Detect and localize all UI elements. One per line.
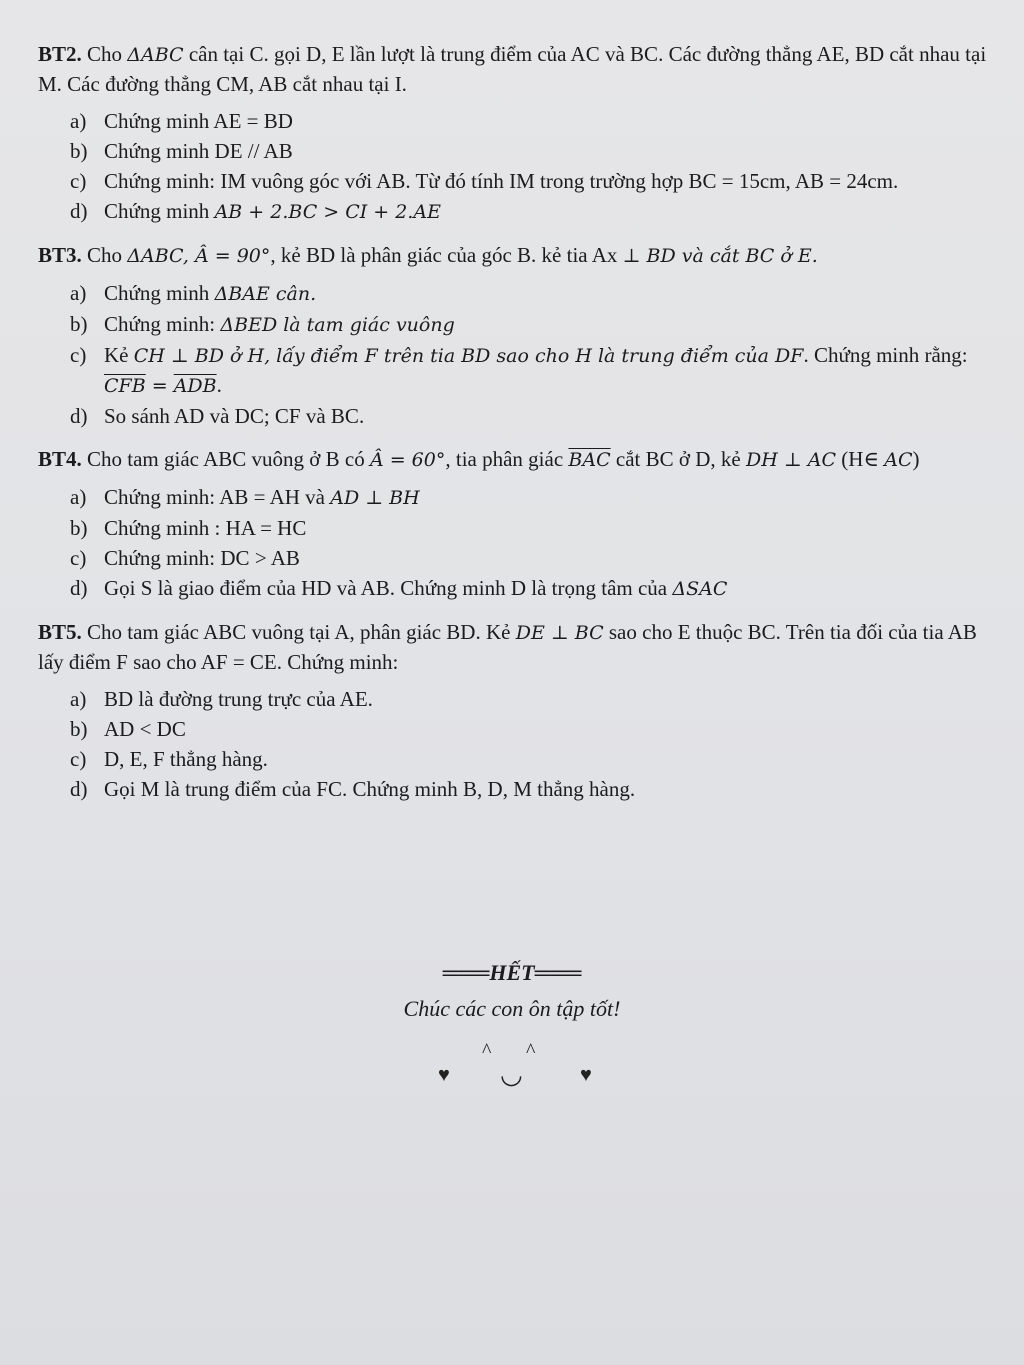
- item-key: b): [70, 312, 88, 336]
- bt4-intro: [38, 445, 988, 475]
- item-text: Chứng minh : HA = HC: [104, 516, 307, 540]
- bt3-item-d: [70, 402, 988, 431]
- bt4-item-c: [70, 544, 988, 573]
- exercise-sheet: [38, 40, 988, 818]
- eye-left-icon: ^: [482, 1040, 492, 1062]
- item-text: Gọi M là trung điểm của FC. Chứng minh B, D, M thẳng hàng.: [104, 777, 636, 801]
- bt2-intro-text-a: Cho: [81, 42, 128, 66]
- bt4-items: [38, 483, 988, 604]
- bt2-intro-math: ΔABC: [127, 44, 184, 66]
- bt3-intro-math-1: ΔABC, Â = 90°: [127, 245, 271, 267]
- item-key: c): [70, 343, 87, 367]
- item-key: b): [70, 717, 88, 741]
- bt3-intro-math-2: ⊥ BD và cắt BC ở E.: [622, 245, 818, 267]
- bt2-items: [38, 107, 988, 227]
- bt5-item-a: [70, 685, 988, 714]
- bt2-item-b: [70, 137, 988, 166]
- item-key: d): [70, 576, 88, 600]
- item-math: CH ⊥ BD ở H, lấy điểm F trên tia BD sao cho H là trung điểm của DF: [133, 345, 804, 367]
- bt3-item-a: [70, 279, 988, 309]
- bt3-intro-text-b: , kẻ BD là phân giác của góc B. kẻ tia Ax: [270, 243, 623, 267]
- item-key: b): [70, 139, 88, 163]
- item-text: Chứng minh DE // AB: [104, 139, 293, 163]
- item-text: Chứng minh:: [104, 312, 221, 336]
- bt4-item-b: [70, 514, 988, 543]
- item-math: ΔSAC: [672, 578, 728, 600]
- bt4-item-d: [70, 574, 988, 604]
- item-math: AB + 2.BC > CI + 2.AE: [214, 201, 441, 223]
- item-text-b: . Chứng minh rằng:: [803, 343, 968, 367]
- angle-bac: $\overline{BAC}$: [568, 449, 611, 471]
- item-key: d): [70, 404, 88, 428]
- angle-adb: $\overline{ADB}$: [173, 375, 217, 397]
- bt5-intro: [38, 618, 988, 677]
- bt2-intro-text-b: cân tại C. gọi D, E lần lượt là trung điểm của AC và BC. Các đường thẳng AE, BD cắt nhau tại M. Các đường thẳng CM, AB cắt nhau tại I.: [38, 42, 987, 96]
- item-text: Chứng minh: [104, 199, 215, 223]
- bt3-intro: [38, 241, 988, 271]
- end-marker: ═══HẾT═══: [442, 960, 582, 985]
- item-key: d): [70, 777, 88, 801]
- item-key: b): [70, 516, 88, 540]
- item-text: Kẻ: [104, 343, 134, 367]
- bt2-item-a: [70, 107, 988, 136]
- bt2-item-c: [70, 167, 988, 196]
- bt4-label: BT4.: [38, 447, 82, 471]
- item-key: c): [70, 546, 87, 570]
- item-text: AD < DC: [104, 717, 186, 741]
- item-math: ΔBED là tam giác vuông: [220, 314, 455, 336]
- item-text: Chứng minh: AB = AH và: [104, 485, 331, 509]
- bt3-label: BT3.: [38, 243, 82, 267]
- bt5-item-c: [70, 745, 988, 774]
- end-block: [0, 955, 1024, 1027]
- item-text: Chứng minh: IM vuông góc với AB. Từ đó tính IM trong trường hợp BC = 15cm, AB = 24cm.: [104, 169, 899, 193]
- equals-sign: =: [145, 375, 174, 397]
- bt3-intro-text-a: Cho: [81, 243, 128, 267]
- bt5-intro-math: DE ⊥ BC: [515, 622, 604, 644]
- item-text: BD là đường trung trực của AE.: [104, 687, 373, 711]
- closing-wish: Chúc các con ôn tập tốt!: [403, 996, 621, 1021]
- bt3-item-b: [70, 310, 988, 340]
- item-key: a): [70, 281, 87, 305]
- item-math: AD ⊥ BH: [330, 487, 420, 509]
- heart-right-icon: ♥: [580, 1064, 592, 1086]
- mouth-icon: ◡: [500, 1060, 523, 1089]
- item-key: a): [70, 109, 87, 133]
- item-key: c): [70, 169, 87, 193]
- item-text-c: .: [216, 373, 222, 397]
- bt4-item-a: [70, 483, 988, 513]
- bt5-item-b: [70, 715, 988, 744]
- bt5-item-d: [70, 775, 988, 804]
- bt5-intro-text-b: sao cho E thuộc BC. Trên tia đối của tia AB lấy điểm F sao cho AF = CE. Chứng minh:: [38, 620, 977, 674]
- item-text: Gọi S là giao điểm của HD và AB. Chứng minh D là trọng tâm của: [104, 576, 673, 600]
- bt5-items: [38, 685, 988, 804]
- bt4-intro-math-1: Â = 60°: [369, 449, 446, 471]
- bt3-items: [38, 279, 988, 431]
- eye-right-icon: ^: [526, 1040, 536, 1062]
- item-key: a): [70, 687, 87, 711]
- bt5-label: BT5.: [38, 620, 82, 644]
- bt4-intro-text-b: , tia phân giác: [445, 447, 569, 471]
- bt4-intro-math-3: AC: [884, 449, 913, 471]
- bt3-item-c: [70, 341, 988, 401]
- bt4-intro-text-c: cắt BC ở D, kẻ: [610, 447, 746, 471]
- bt4-intro-text-a: Cho tam giác ABC vuông ở B có: [81, 447, 370, 471]
- angle-cfb: $\overline{CFB}$: [104, 375, 146, 397]
- bt5-intro-text-a: Cho tam giác ABC vuông tại A, phân giác BD. Kẻ: [81, 620, 516, 644]
- heart-left-icon: ♥: [438, 1064, 450, 1086]
- item-key: a): [70, 485, 87, 509]
- bt2-intro: [38, 40, 988, 99]
- bt2-label: BT2.: [38, 42, 82, 66]
- item-text: D, E, F thẳng hàng.: [104, 747, 268, 771]
- bt2-item-d: [70, 197, 988, 227]
- item-math: ΔBAE cân.: [214, 283, 317, 305]
- item-text: Chứng minh: [104, 281, 215, 305]
- item-key: d): [70, 199, 88, 223]
- bt4-intro-math-2: DH ⊥ AC: [745, 449, 836, 471]
- smiley-doodle: [0, 1040, 1024, 1100]
- item-text: So sánh AD và DC; CF và BC.: [104, 404, 365, 428]
- bt4-intro-text-e: ): [912, 447, 920, 471]
- item-text: Chứng minh AE = BD: [104, 109, 293, 133]
- item-text: Chứng minh: DC > AB: [104, 546, 300, 570]
- bt4-intro-text-d: (H∈: [836, 447, 885, 471]
- item-key: c): [70, 747, 87, 771]
